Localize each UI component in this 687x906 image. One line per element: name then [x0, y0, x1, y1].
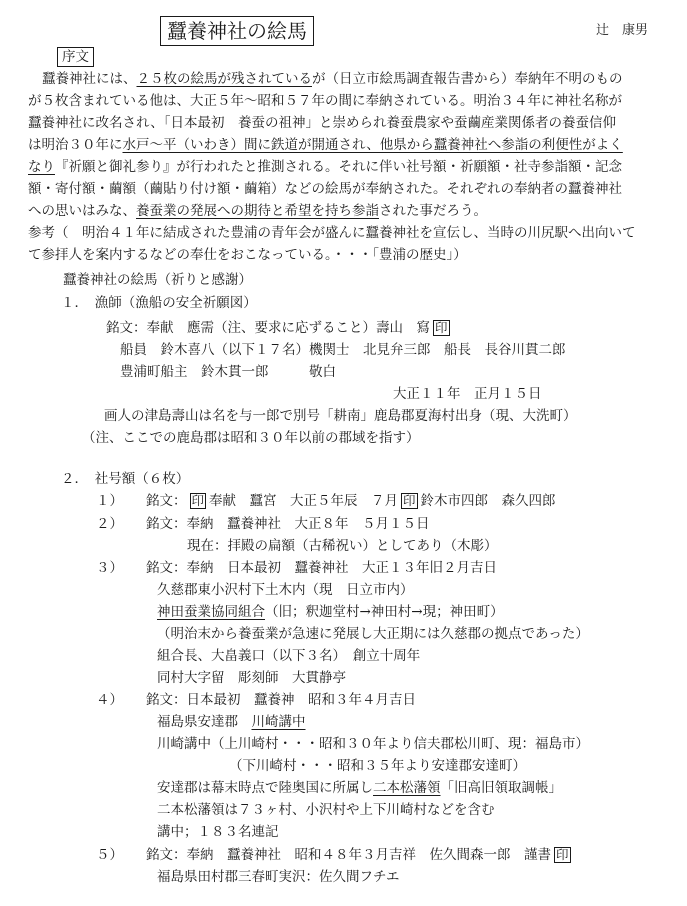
item1-county-note: （注、ここでの鹿島郡は昭和３０年以前の郡域を指す）: [82, 430, 420, 446]
entry5-inscription: 銘文：奉納 蠶養神社 昭和４８年３月吉祥 佐久間森一郎 謹書 印: [146, 847, 569, 863]
item1-owner: 豊浦町船主 鈴木貫一郎 敬白: [120, 364, 336, 380]
preface-label: 序文: [57, 47, 94, 67]
entry2-number: ２）: [96, 516, 123, 532]
document-title: 蠶養神社の絵馬: [160, 16, 314, 46]
entry1-inscription: 銘文： 印 奉献 蠶宮 大正５年辰 ７月 印 鈴木市四郎 森久四郎: [146, 493, 556, 509]
entry4-location: 福島県安達郡 川崎講中: [157, 714, 306, 730]
entry4-inscription: 銘文：日本最初 蠶養神 昭和３年４月吉日: [146, 692, 416, 708]
entry5-number: ５）: [96, 847, 123, 863]
seal-mark: 印: [191, 493, 205, 508]
intro-line-7: への思いはみな、養蚕業の発展への期待と希望を持ち参詣された事だろう。: [28, 203, 487, 219]
intro-line-5: なり『祈願と御礼参り』が行われたと推測される。それに伴い社号額・祈願額・社寺参詣額・記念: [28, 159, 622, 175]
reference-line-1: 参考（ 明治４１年に結成された豊浦の青年会が盛んに蠶養神社を宣伝し、当時の川尻駅へ出向いて: [28, 225, 636, 241]
item2-heading: ２． 社号額（６枚）: [61, 471, 190, 487]
author-name: 辻 康男: [596, 23, 649, 38]
item1-artist-note: 画人の津島壽山は名を与一郎で別号「耕南」鹿島郡夏海村出身（現、大洗町）: [104, 408, 577, 424]
entry3-number: ３）: [96, 560, 123, 576]
entry3-history-note: （明治末から養蚕業が急速に発展し大正期には久慈郡の拠点であった）: [157, 626, 589, 642]
entry4-adachi-note: 安達郡は幕末時点で陸奥国に所属し二本松藩領「旧高旧領取調帳」: [157, 780, 562, 796]
entry3-chairman: 組合長、大畠義口（以下３名） 創立十周年: [157, 648, 421, 664]
entry4-members: 講中；１８３名連記: [157, 824, 279, 840]
entry2-inscription: 銘文：奉納 蠶養神社 大正８年 ５月１５日: [146, 516, 430, 532]
entry4-shimo-kawasaki: （下川崎村・・・昭和３５年より安達郡安達町）: [229, 758, 526, 774]
intro-line-2: が５枚含まれている他は、大正５年〜昭和５７年の間に奉納されている。明治３４年に神社名称が: [28, 93, 622, 109]
entry4-domain-note: 二本松藩領は７３ヶ村、小沢村や上下川崎村などを含む: [157, 802, 495, 818]
seal-mark: 印: [556, 847, 569, 862]
reference-line-2: て参拝人を案内するなどの奉仕をおこなっている。・・・「豊浦の歴史」）: [28, 247, 467, 263]
entry3-location: 久慈郡東小沢村下土木内（現 日立市内）: [157, 582, 414, 598]
item1-crew: 船員 鈴木喜八（以下１７名）機関士 北見弁三郎 船長 長谷川貫二郎: [120, 342, 566, 358]
entry4-number: ４）: [96, 692, 123, 708]
intro-line-4: は明治３０年に水戸〜平（いわき）間に鉄道が開通され、他県から蠶養神社へ参詣の利便性がよく: [28, 137, 623, 153]
entry3-carver: 同村大字留 彫刻師 大貫静亭: [157, 670, 346, 686]
intro-line-3: 蠶養神社に改名され、「日本最初 養蚕の祖神」と崇められ養蚕農家や蚕繭産業関係者の養蚕信仰: [28, 115, 617, 131]
section-heading: 蠶養神社の絵馬（祈りと感謝）: [63, 272, 252, 288]
entry3-association: 神田蚕業協同組合（旧；釈迦堂村→神田村→現；神田町）: [157, 604, 504, 620]
seal-mark: 印: [435, 320, 448, 335]
item1-inscription: 銘文：奉献 應需（注、要求に応ずること）壽山 寫 印: [106, 320, 448, 336]
entry3-inscription: 銘文：奉納 日本最初 蠶養神社 大正１３年旧２月吉日: [146, 560, 497, 576]
seal-mark: 印: [403, 493, 416, 508]
intro-line-1: 蠶養神社には、２５枚の絵馬が残されているが（日立市絵馬調査報告書から）奉納年不明のもの: [42, 71, 623, 87]
intro-line-6: 額・寄付額・繭額（繭貼り付け額・繭箱）などの絵馬が奉納された。それぞれの奉納者の蠶養神社: [28, 181, 622, 197]
entry1-number: １）: [96, 493, 123, 509]
item1-date: 大正１１年 正月１５日: [393, 386, 542, 402]
entry4-kami-kawasaki: 川崎講中（上川崎村・・・昭和３０年より信夫郡松川町、現：福島市）: [157, 736, 589, 752]
item1-heading: １． 漁師（漁船の安全祈願図）: [61, 295, 257, 311]
entry5-donor: 福島県田村郡三春町実沢：佐久間フチエ: [157, 869, 400, 885]
entry2-note: 現在：拝殿の扁額（古稀祝い）としてあり（木彫）: [187, 538, 498, 554]
